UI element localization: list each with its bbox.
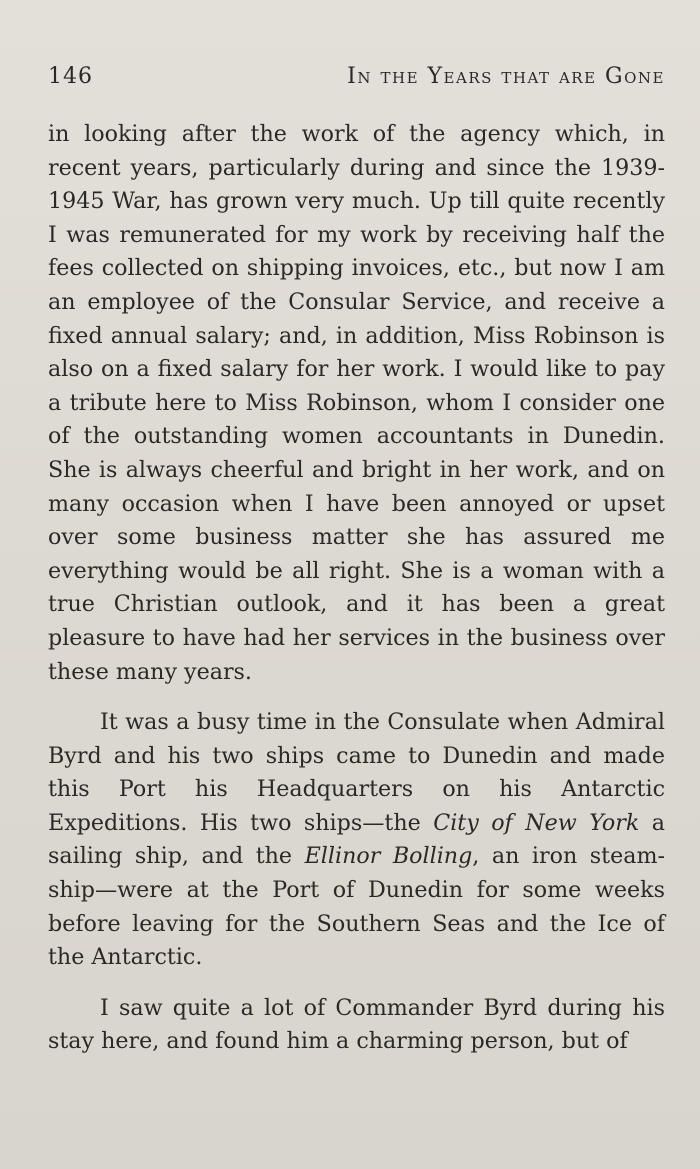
paragraph-1-text: in looking after the work of the agency which, in recent years, particularly during and since the 1939-1945 War, has grown very much. Up till quite recently I was remunerated for my work by receiving half the fees collected on shipping invoices, etc., but now I am an employee of the Consular Service, and receive a fixed annual salary; and, in addition, Miss Robinson is also on a fixed salary for her work. I would like to pay a tribute here to Miss Robinson, whom I consider one of the outstanding women accountants in Dunedin. She is always cheerful and bright in her work, and on many occasion when I have been annoyed or upset over some business matter she has assured me everything would be all right. She is a woman with a true Christian outlook, and it has been a great pleasure to have had her services in the business over these many years.: [48, 121, 665, 685]
ship-name-ellinor-bolling: Ellinor Bolling: [304, 843, 473, 870]
body-text: [48, 118, 665, 1076]
paragraph-3-text: I saw quite a lot of Commander Byrd during his stay here, and found him a charming person, but of: [48, 994, 665, 1055]
page-header: [48, 64, 665, 98]
paragraph-2-text-a: It was a busy time in the Consulate when Admiral Byrd and his two ships came to Dunedin and made this Port his Headquarters on his Antarctic Expeditions. His two ships—the: [48, 709, 665, 836]
paragraph-1: [48, 118, 665, 689]
running-head: In the Years that are Gone: [347, 64, 665, 89]
paragraph-2: [48, 706, 665, 975]
paragraph-2-text-b: a sailing ship, and the: [48, 809, 666, 870]
paragraph-3: [48, 992, 665, 1059]
ship-name-city-of-new-york: City of New York: [433, 809, 640, 836]
paragraph-2-text-c: , an iron steam-ship—were at the Port of Dunedin for some weeks before leaving for the Southern Seas and the Ice of the Antarctic.: [48, 843, 665, 971]
page-number: 146: [48, 64, 93, 89]
